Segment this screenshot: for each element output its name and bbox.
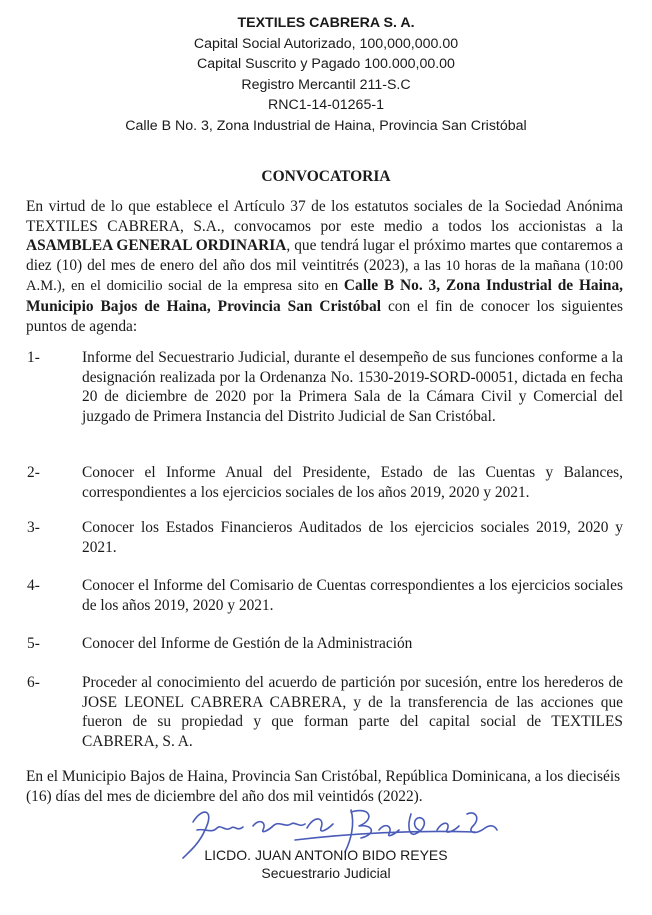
company-address: Calle B No. 3, Zona Industrial de Haina, Provincia San Cristóbal bbox=[125, 118, 527, 134]
meeting-location: Calle B No. 3, Zona Industrial de Haina, Municipio Bajos de Haina, Provincia San Cristóbal bbox=[26, 277, 623, 315]
signer-role: Secuestrario Judicial bbox=[261, 865, 391, 881]
agenda-text: Conocer el Informe Anual del Presidente, Estado de las Cuentas y Balances, correspondientes a los ejercicios sociales de los años 2019, 2020 y 2021. bbox=[82, 464, 623, 501]
agenda-text: Proceder al conocimiento del acuerdo de partición por sucesión, entre los herederos de JOSE LEONEL CABRERA CABRERA, y de la transferencia de las acciones que fueron de su propiedad y que forman parte del capital social de TEXTILES CABRERA, S. A. bbox=[82, 674, 623, 750]
closing-paragraph: En el Municipio Bajos de Haina, Provincia San Cristóbal, República Dominicana, a los dieciséis (16) días del mes de diciembre del año dos mil veintidós (2022). bbox=[26, 768, 621, 805]
agenda-text: Informe del Secuestrario Judicial, durante el desempeño de sus funciones conforme a la designación realizada por la Ordenanza No. 1530-2019-SORD-00051, dictada en fecha 20 de diciembre de 2020 por la Primera Sala de la Cámara Civil y Comercial del juzgado de Primera Instancia del Distrito Judicial de San Cristóbal. bbox=[82, 349, 623, 425]
intro-part5: con el fin de conocer los siguientes puntos de agenda: bbox=[26, 297, 623, 335]
registro-mercantil: Registro Mercantil 211-S.C bbox=[241, 77, 411, 93]
capital-autorizado: Capital Social Autorizado, 100,000,000.00 bbox=[193, 36, 459, 52]
signer-name: LICDO. JUAN ANTONIO BIDO REYES bbox=[204, 847, 448, 863]
agenda-number: 6- bbox=[27, 674, 40, 691]
intro-part2: , que tendrá lugar el próximo martes que contaremos a diez (10) del mes de enero del año dos mil veintitrés (2023), bbox=[26, 237, 623, 274]
agenda-number: 4- bbox=[27, 577, 40, 594]
intro-part4: en el domicilio social de la empresa sito en bbox=[65, 278, 344, 295]
company-name: TEXTILES CABRERA S. A. bbox=[237, 15, 415, 31]
intro-part1: En virtud de lo que establece el Artículo 37 de los estatutos sociales de la Sociedad Anónima TEXTILES CABRERA, S.A., convocamos por este medio a todos los accionistas a la bbox=[26, 198, 623, 235]
agenda-number: 1- bbox=[27, 349, 40, 366]
intro-paragraph bbox=[26, 197, 623, 336]
rnc: RNC1-14-01265-1 bbox=[268, 97, 384, 113]
document-title: CONVOCATORIA bbox=[261, 168, 391, 185]
intro-part3: a las 10 horas de la mañana (10:00 A.M.), bbox=[26, 257, 623, 295]
capital-suscrito: Capital Suscrito y Pagado 100.000,00.00 bbox=[197, 56, 455, 72]
agenda-number: 3- bbox=[27, 519, 40, 536]
agenda-number: 5- bbox=[27, 635, 40, 652]
agenda-text: Conocer los Estados Financieros Auditados de los ejercicios sociales 2019, 2020 y 2021. bbox=[82, 519, 623, 556]
agenda-text: Conocer el Informe del Comisario de Cuentas correspondientes a los ejercicios sociales de los años 2019, 2020 y 2021. bbox=[82, 577, 623, 614]
assembly-name: ASAMBLEA GENERAL ORDINARIA bbox=[26, 237, 287, 255]
agenda-number: 2- bbox=[27, 464, 40, 481]
agenda-text: Conocer del Informe de Gestión de la Administración bbox=[82, 635, 413, 652]
